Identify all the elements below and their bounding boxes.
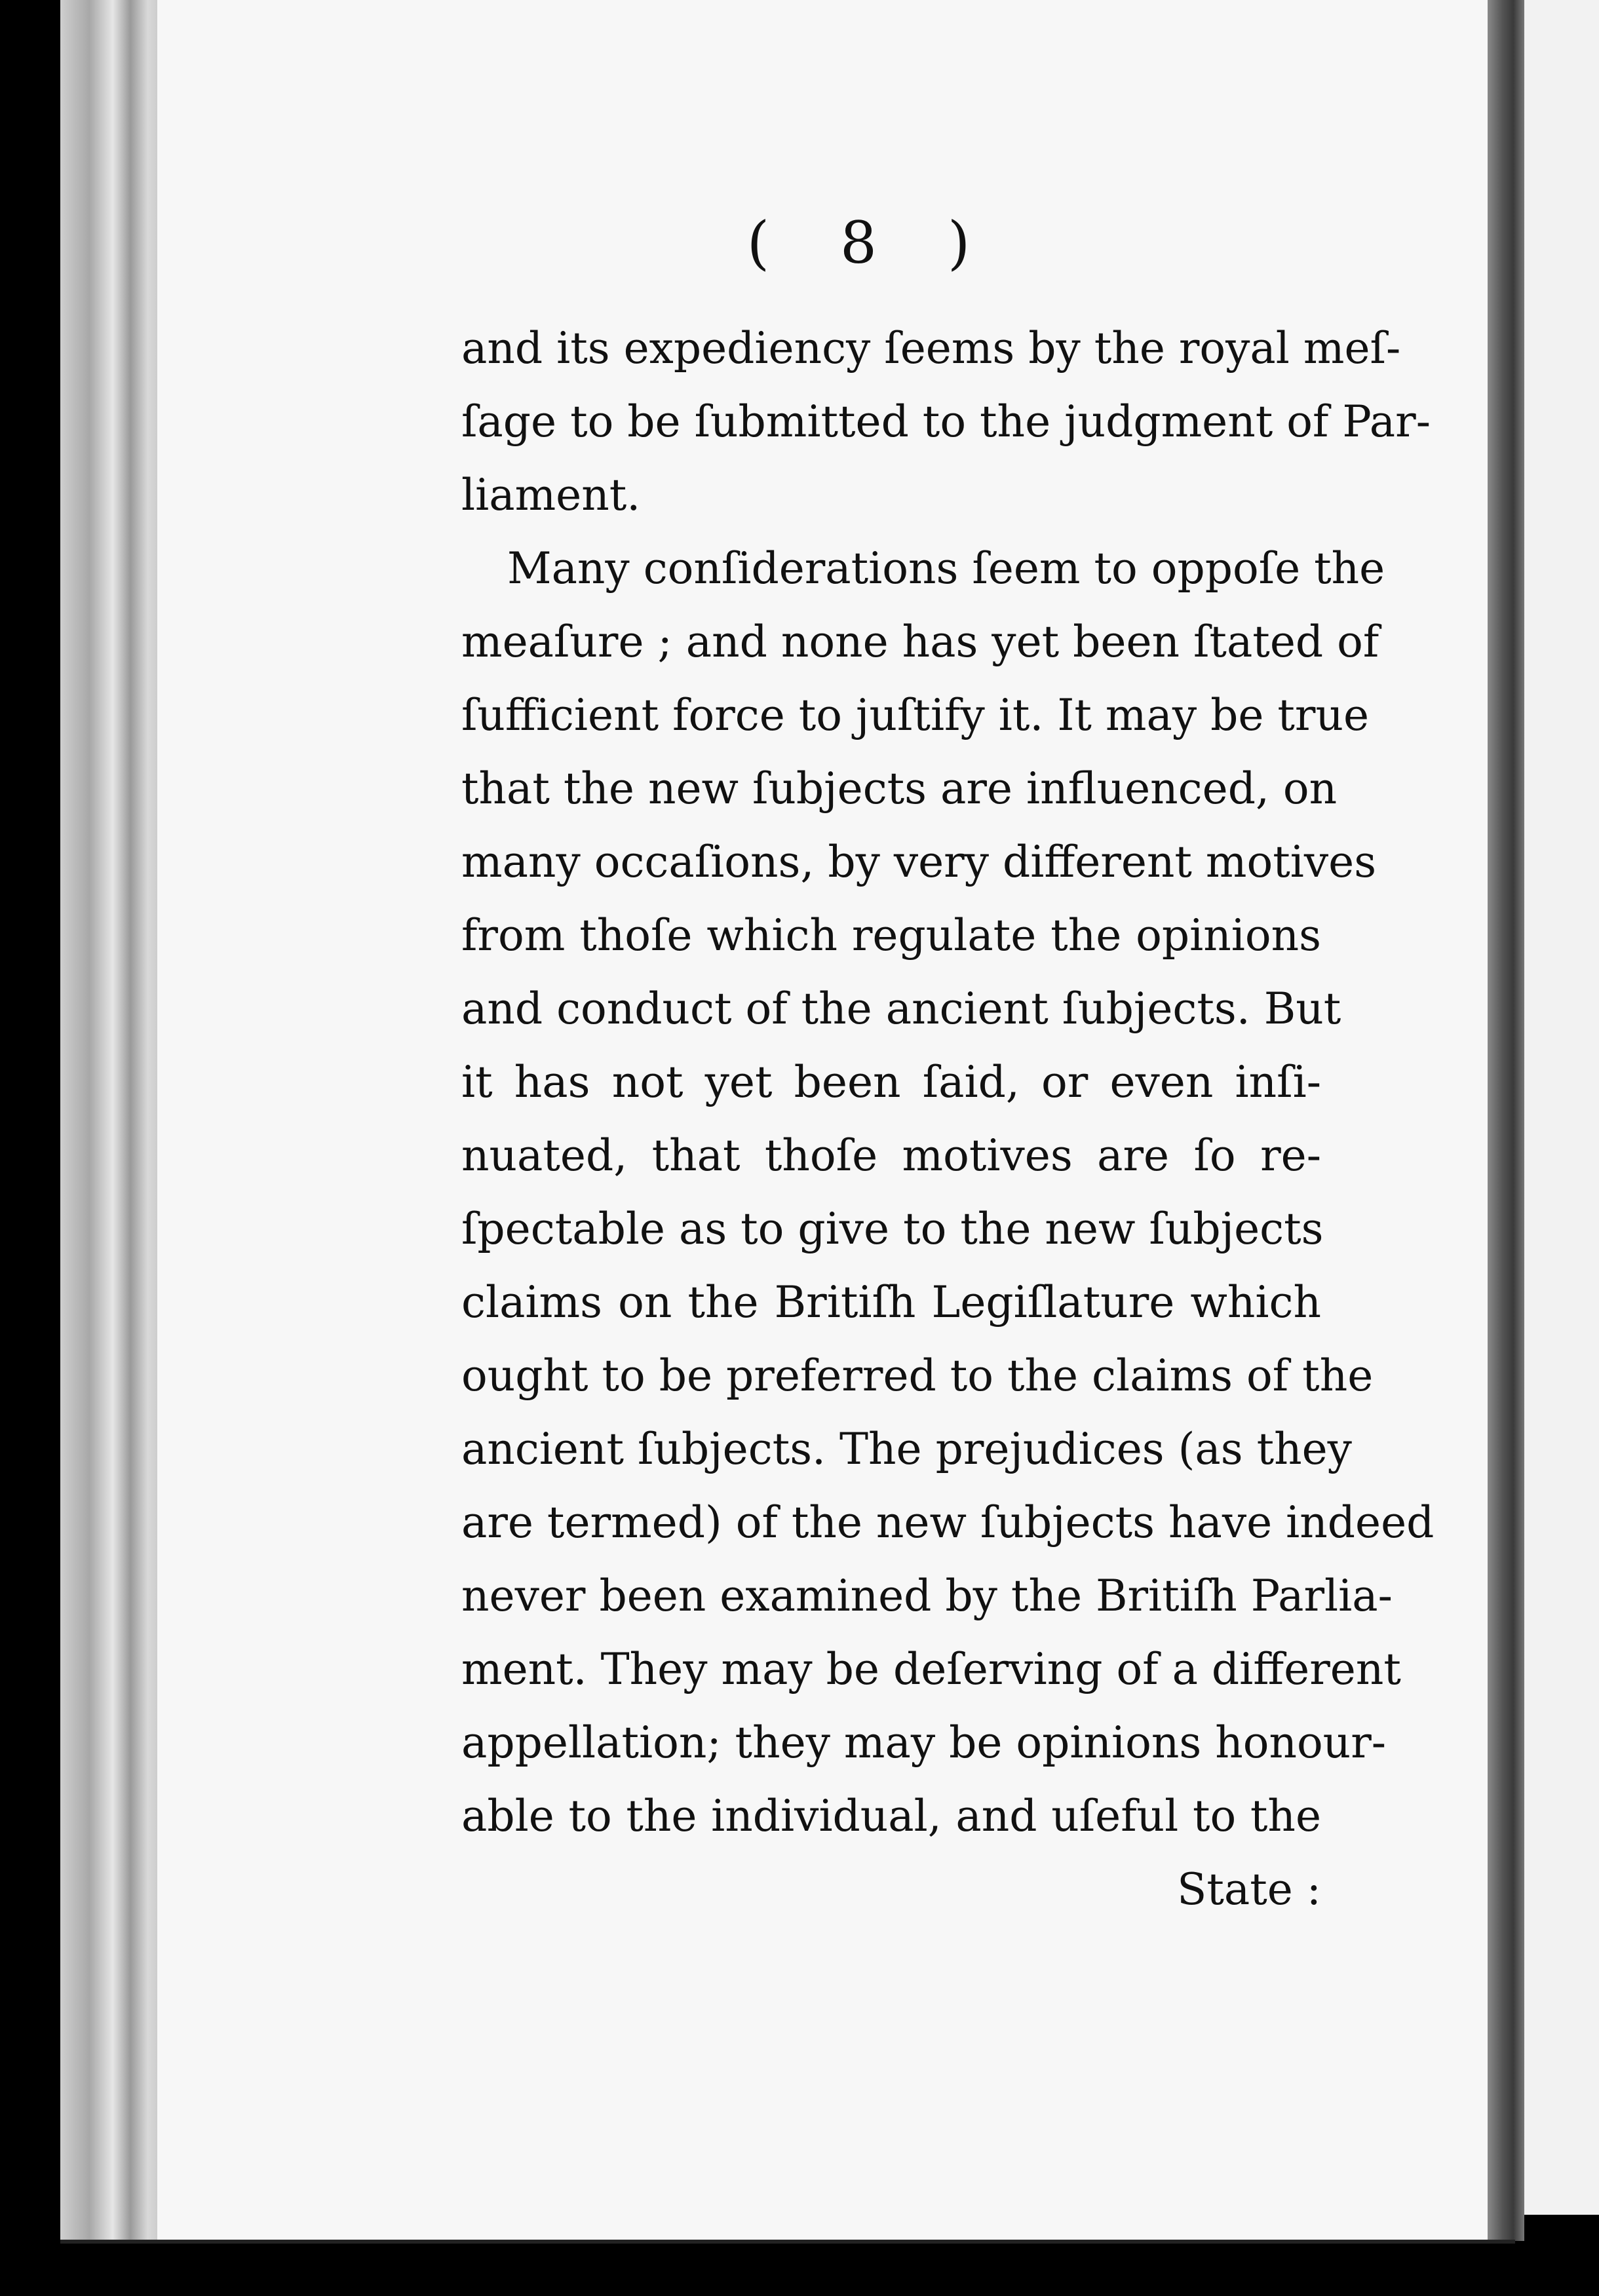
- text-line: from thoſe which regulate the opinions: [461, 910, 1321, 961]
- text-line: and its expediency ſeems by the royal meſ-: [461, 323, 1401, 373]
- body-text: [461, 312, 1435, 1926]
- text-line: ancient ſubjects. The prejudices (as they: [461, 1424, 1352, 1474]
- text-line: it has not yet been ſaid, or even inſi-: [461, 1057, 1321, 1107]
- text-line: liament.: [461, 470, 641, 520]
- page-number: ( 8 ): [746, 209, 997, 277]
- text-line: are termed) of the new ſubjects have indeed: [461, 1497, 1435, 1548]
- text-line: Many conſiderations ſeem to oppoſe the: [507, 543, 1385, 594]
- text-line: many occaſions, by very different motives: [461, 837, 1377, 887]
- text-line: ſpectable as to give to the new ſubjects: [461, 1204, 1324, 1254]
- text-line: meaſure ; and none has yet been ſtated of: [461, 617, 1379, 667]
- bottom-border: [60, 2240, 1515, 2244]
- text-line: that the new ſubjects are influenced, on: [461, 763, 1338, 814]
- text-line: nuated, that thoſe motives are ſo re-: [461, 1130, 1321, 1181]
- text-line: and conduct of the ancient ſubjects. But: [461, 984, 1341, 1034]
- book-gutter: [1488, 0, 1524, 2241]
- text-line: ment. They may be deſerving of a different: [461, 1644, 1401, 1694]
- text-line: able to the individual, and uſeful to the: [461, 1791, 1321, 1841]
- facing-page-edge: [1524, 0, 1599, 2215]
- text-line: claims on the Britiſh Legiſlature which: [461, 1277, 1321, 1328]
- text-line: appellation; they may be opinions honour-: [461, 1717, 1387, 1768]
- catchword: State :: [1177, 1864, 1321, 1915]
- text-line: ought to be preferred to the claims of the: [461, 1350, 1374, 1401]
- text-line: never been examined by the Britiſh Parlia-: [461, 1571, 1393, 1621]
- text-line: ſufficient force to juſtify it. It may be true: [461, 690, 1370, 740]
- text-line: ſage to be ſubmitted to the judgment of Par-: [461, 396, 1431, 447]
